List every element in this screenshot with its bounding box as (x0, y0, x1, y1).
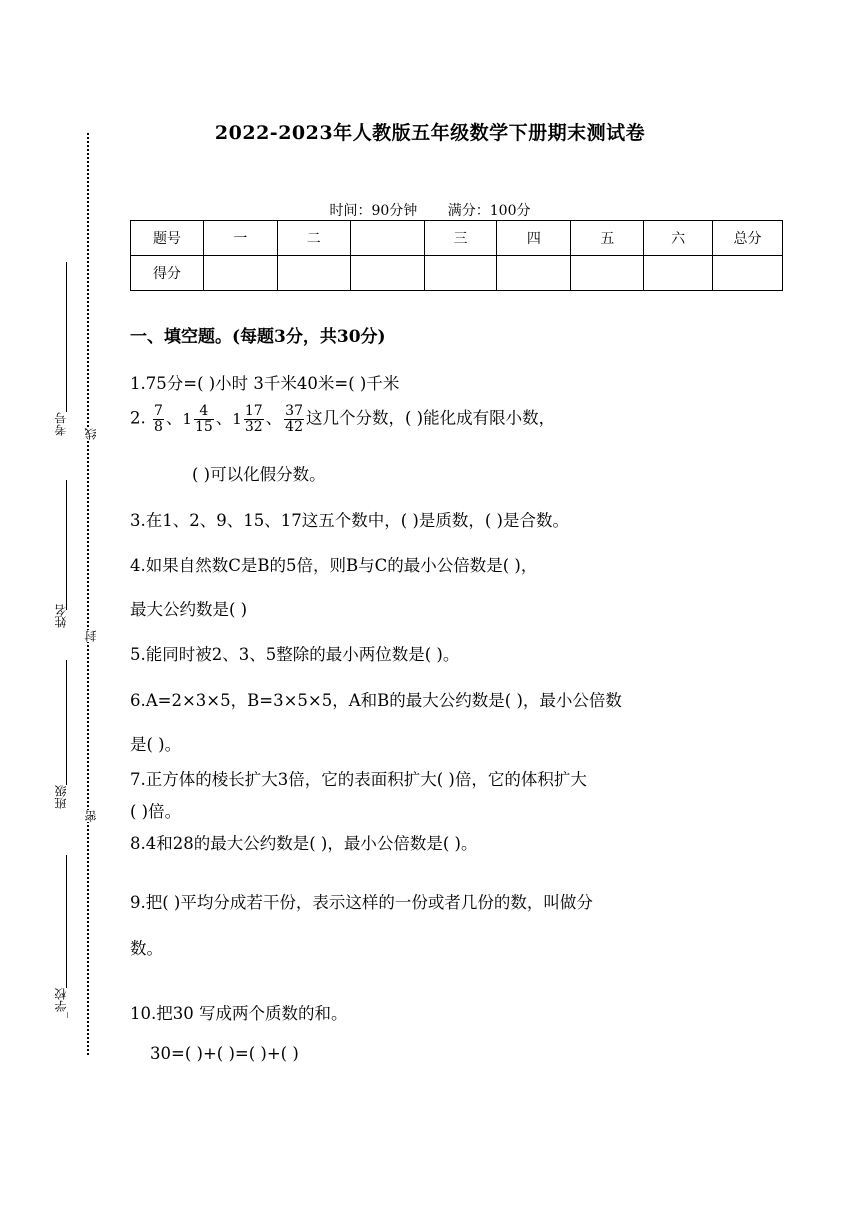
header-cell: 二 (277, 221, 350, 256)
header-cell: 一 (203, 221, 277, 256)
score-cell[interactable] (350, 256, 424, 291)
question-8: 8.4和28的最大公约数是( )，最小公倍数是( )。 (130, 834, 478, 853)
fraction-numerator: 17 (244, 403, 263, 419)
score-cell[interactable] (424, 256, 497, 291)
fraction-denominator: 8 (154, 418, 163, 435)
fraction-denominator: 15 (194, 418, 213, 435)
binding-dotted-line (87, 133, 89, 1055)
header-cell: 六 (644, 221, 713, 256)
question-9-line-2: 数。 (130, 939, 163, 958)
question-2 (130, 404, 555, 434)
exam-no-label: 考号 (54, 412, 68, 436)
class-label: 班级 (54, 785, 68, 809)
q2-separator: 、 (265, 408, 283, 428)
header-cell: 题号 (131, 221, 204, 256)
seal-seal-char: 封 (84, 630, 98, 642)
question-4-line-2: 最大公约数是( ) (130, 600, 248, 619)
page-title: 2022-2023年人教版五年级数学下册期末测试卷 (214, 122, 646, 144)
mixed-whole: 1 (232, 410, 242, 429)
fraction-denominator: 32 (244, 418, 263, 435)
q2-prefix: 2. (130, 408, 146, 428)
header-cell: 三 (424, 221, 497, 256)
fraction-numerator: 4 (194, 404, 214, 420)
score-cell[interactable] (644, 256, 713, 291)
question-1: 1.75分=( )小时 3千米40米=( )千米 (130, 374, 400, 393)
q2-separator: 、 (165, 408, 183, 428)
score-cell[interactable] (277, 256, 350, 291)
score-row-label: 得分 (131, 256, 204, 291)
question-10-line-1: 10.把30 写成两个质数的和。 (130, 1004, 348, 1023)
section-heading: 一、填空题。(每题3分，共30分) (130, 327, 386, 347)
question-2-line-2: ( )可以化假分数。 (192, 465, 326, 484)
seal-line-char: 线 (84, 428, 98, 440)
fraction-numerator: 7 (154, 403, 163, 419)
header-cell (350, 221, 424, 256)
header-cell: 四 (497, 221, 571, 256)
fraction-17-32 (244, 404, 264, 434)
fraction-numerator: 37 (285, 403, 303, 419)
header-cell: 五 (571, 221, 644, 256)
fraction-7-8 (153, 404, 164, 434)
score-cell[interactable] (571, 256, 644, 291)
fraction-4-15 (194, 404, 214, 434)
question-4-line-1: 4.如果自然数C是B的5倍，则B与C的最小公倍数是( )， (130, 556, 538, 575)
header-cell: 总分 (713, 221, 783, 256)
exam-meta (0, 200, 860, 220)
question-6-line-2: 是( )。 (130, 735, 182, 754)
score-table-score-row (131, 256, 783, 291)
q2-suffix: 这几个分数，( )能化成有限小数， (306, 408, 556, 428)
question-6-line-1: 6.A=2×3×5，B=3×5×5，A和B的最大公约数是( )，最小公倍数 (130, 691, 622, 710)
exam-no-underline (66, 262, 67, 412)
score-cell[interactable] (203, 256, 277, 291)
question-7-line-2: ( )倍。 (130, 802, 182, 821)
seal-close-char: 密 (84, 810, 98, 822)
question-5: 5.能同时被2、3、5整除的最小两位数是( )。 (130, 645, 460, 664)
fraction-denominator: 42 (285, 418, 303, 435)
exam-time: 时间：90分钟 (329, 203, 418, 219)
exam-full-score: 满分：100分 (447, 203, 531, 219)
score-table-header-row (131, 221, 783, 256)
score-table (130, 220, 783, 291)
school-label: _学校 (54, 988, 68, 1018)
score-cell[interactable] (497, 256, 571, 291)
question-9-line-1: 9.把( )平均分成若干份，表示这样的一份或者几份的数，叫做分 (130, 893, 593, 912)
q2-separator: 、 (215, 408, 233, 428)
question-10-line-2: 30=( )+( )=( )+( ) (150, 1044, 299, 1063)
fraction-37-42 (284, 404, 304, 434)
question-7-line-1: 7.正方体的棱长扩大3倍，它的表面积扩大( )倍，它的体积扩大 (130, 770, 587, 789)
name-label: 姓名 (54, 604, 68, 628)
class-underline (66, 660, 67, 785)
score-cell[interactable] (713, 256, 783, 291)
mixed-whole: 1 (182, 410, 192, 429)
name-underline (66, 480, 67, 610)
school-underline (66, 855, 67, 988)
question-3: 3.在1、2、9、15、17这五个数中，( )是质数，( )是合数。 (130, 511, 569, 530)
